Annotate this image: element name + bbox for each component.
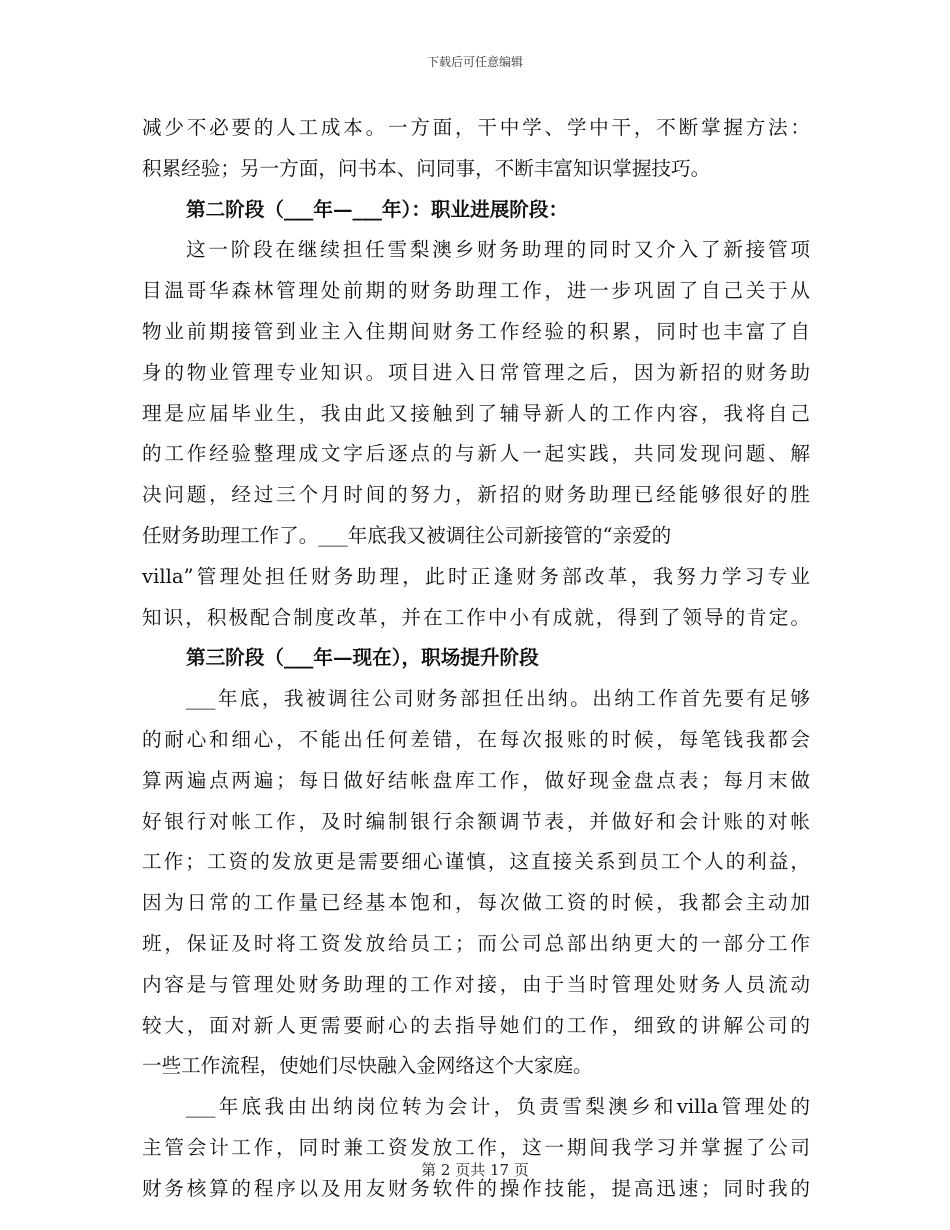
section-heading: 第三阶段（___年—现在），职场提升阶段 (186, 646, 539, 670)
text-line: 目温哥华森林管理处前期的财务助理工作，进一步巩固了自己关于从 (142, 279, 810, 303)
section-heading: 第二阶段（___年—___年）：职业进展阶段： (186, 197, 569, 221)
text-line: 较大，面对新人更需要耐心的去指导她们的工作，细致的讲解公司的 (142, 1013, 810, 1037)
page-footer: 第 2 页共 17 页 (421, 1161, 529, 1179)
text-line: 的耐心和细心，不能出任何差错，在每次报账的时候，每笔钱我都会 (142, 727, 810, 751)
text-line: 减少不必要的人工成本。一方面，干中学、学中干，不断掌握方法： (142, 116, 810, 139)
text-line: villa”管理处担任财务助理，此时正逢财务部改革，我努力学习专业 (142, 564, 810, 588)
text-line: 决问题，经过三个月时间的努力，新招的财务助理已经能够很好的胜 (142, 483, 810, 507)
text-line: 理是应届毕业生，我由此又接触到了辅导新人的工作内容，我将自己 (142, 401, 810, 425)
text-line: 积累经验；另一方面，问书本、问同事，不断丰富知识掌握技巧。 (142, 156, 711, 180)
text-line: 财务核算的程序以及用友财务软件的操作技能，提高迅速；同时我的 (142, 1176, 810, 1200)
text-line: 内容是与管理处财务助理的工作对接，由于当时管理处财务人员流动 (142, 972, 810, 996)
text-line: 好银行对帐工作，及时编制银行余额调节表，并做好和会计账的对帐 (142, 809, 810, 833)
text-line: 因为日常的工作量已经基本饱和，每次做工资的时候，我都会主动加 (142, 891, 810, 915)
document-body (142, 108, 810, 1210)
text-line: 的工作经验整理成文字后逐点的与新人一起实践，共同发现问题、解 (142, 442, 810, 466)
text-line: ___年底，我被调往公司财务部担任出纳。出纳工作首先要有足够 (186, 687, 810, 711)
text-line: 班，保证及时将工资发放给员工；而公司总部出纳更大的一部分工作 (142, 931, 810, 955)
text-line: 工作；工资的发放更是需要细心谨慎，这直接关系到员工个人的利益， (142, 850, 810, 874)
text-line: 主管会计工作，同时兼工资发放工作，这一期间我学习并掌握了公司 (142, 1135, 810, 1159)
text-line: 物业前期接管到业主入住期间财务工作经验的积累，同时也丰富了自 (142, 319, 810, 343)
text-line: 知识，积极配合制度改革，并在工作中小有成就，得到了领导的肯定。 (142, 605, 810, 629)
text-line: 身的物业管理专业知识。项目进入日常管理之后，因为新招的财务助 (142, 360, 810, 384)
text-line: 一些工作流程，使她们尽快融入金网络这个大家庭。 (142, 1054, 593, 1078)
text-line: 算两遍点两遍；每日做好结帐盘库工作，做好现金盘点表；每月末做 (142, 768, 810, 792)
page-header: 下载后可任意编辑 (426, 55, 523, 69)
text-line: 任财务助理工作了。___年底我又被调往公司新接管的“亲爱的 (142, 523, 672, 547)
text-line: ___年底我由出纳岗位转为会计，负责雪梨澳乡和villa管理处的 (186, 1095, 810, 1119)
text-line: 这一阶段在继续担任雪梨澳乡财务助理的同时又介入了新接管项 (186, 238, 810, 262)
